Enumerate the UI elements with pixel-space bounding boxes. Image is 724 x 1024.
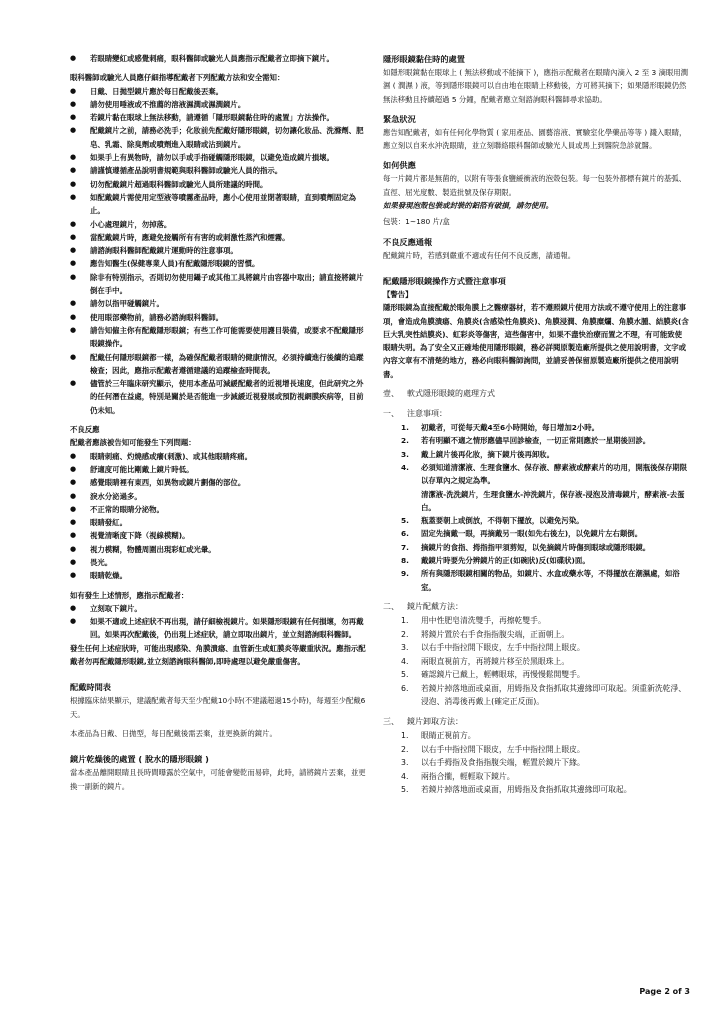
list-number: 8. — [401, 556, 409, 566]
list-text: 眼睛正視前方。 — [421, 731, 476, 741]
list-item: ● 請謹慎遵循產品說明書規範與眼科醫師或驗光人員的指示。 — [70, 164, 368, 177]
page-number: Page 2 of 3 — [639, 987, 690, 996]
list-item: ● 如配戴鏡片需使用定型液等噴霧產品時，應小心使用並閉著眼睛，直到噴劑固定為止。 — [70, 191, 368, 218]
list-item: ● 若鏡片黏在眼球上無法移動，請遵循「隱形眼鏡黏住時的處置」方法操作。 — [70, 111, 368, 124]
list-text: 瓶蓋要朝上或倒放，不得朝下擺放，以避免污染。 — [421, 516, 584, 526]
list-number: 5. — [401, 670, 409, 680]
list-item: ● 切勿配戴鏡片超過眼科醫師或驗光人員所建議的時間。 — [70, 178, 368, 191]
list-item: ● 除非有特別指示，否則切勿使用鑷子或其他工具將鏡片由容器中取出；請直接將鏡片倒在手中。 — [70, 271, 368, 298]
list-item — [383, 421, 689, 434]
list-item: ● 請勿使用唾液或不推薦的溶液濕潤或濕潤鏡片。 — [70, 98, 368, 111]
warning-text: 隱形眼鏡為直接配戴於眼角膜上之醫療器材，若不遵照鏡片使用方法或不遵守使用上的注意事項，會造成角膜潰瘍、角膜炎(含感染性角膜炎)、角膜浸潤、角膜糜爛、角膜水腫、結膜炎(含巨大乳突性結膜炎)、虹彩炎等傷害，這些傷害中，如果不盡快治療而置之不理，有可能致使眼睛失明。為了安全又正確地使用隱形眼鏡，務必詳閱原製造廠所提供之使用說明書，文字或內容文章有不清楚的地方，務必向眼科醫師詢問，並請妥善保留原製造廠所提供之使用說明書。 — [383, 303, 689, 379]
list-item — [383, 668, 689, 682]
list-number: 7. — [401, 542, 409, 552]
supply-paragraph: 每一片鏡片都是無菌的，以附有等張食鹽緩衝液的泡殼包裝。每一包裝外都標有鏡片的基弧、直徑、屈光度數、製造批號及保存期限。 — [383, 174, 687, 197]
warning-paragraph: 發生任何上述症狀時，可能出現感染、角膜潰瘍、血管新生或虹膜炎等嚴重狀況。應指示配戴者勿再配戴隱形眼鏡,並立刻諮詢眼科醫師,即時處理以避免嚴重傷害。 — [70, 643, 366, 667]
list-item: ● 眼睛乾燥。 — [70, 569, 368, 582]
subsection-number: 一、 — [383, 409, 399, 419]
if-occurs-text: 如有發生上述情形，應指示配戴者： — [70, 590, 189, 600]
list-item — [383, 756, 689, 770]
list-item — [383, 434, 689, 447]
list-number: 5. — [401, 516, 409, 526]
list-number: 6. — [401, 529, 409, 539]
list-item — [383, 682, 689, 709]
list-number: 3. — [401, 449, 409, 459]
left-column — [70, 52, 368, 793]
list-item — [383, 514, 689, 527]
list-item: ● 淚水分泌過多。 — [70, 490, 368, 503]
list-item: ● 如果不適或上述症狀不再出現，請仔細檢視鏡片。如果隱形眼鏡有任何損壞，勿再戴回。如果再次配戴後，仍出現上述症狀，請立即取出鏡片，並立刻諮詢眼科醫師。 — [70, 615, 368, 642]
stuck-title: 隱形眼鏡黏住時的處置 — [383, 54, 465, 64]
list-text: 若有明顯不適之情形應儘早回診檢查，一切正常則應於一星期後回診。 — [421, 436, 651, 446]
list-number: 9. — [401, 569, 409, 579]
section-title: 軟式隱形眼鏡的處理方式 — [407, 389, 495, 399]
subsection-title: 注意事項： — [407, 409, 447, 419]
list-item: ● 立刻取下鏡片。 — [70, 602, 368, 615]
right-column — [383, 52, 689, 797]
list-item: ● 眼睛刺痛、灼燒感或癢(刺激)、或其他眼睛疼痛。 — [70, 450, 368, 463]
list-item: ● 請勿以指甲碰觸鏡片。 — [70, 297, 368, 310]
list-item: ● 小心處理鏡片，勿掉落。 — [70, 218, 368, 231]
adverse-intro: 配戴者應該被告知可能發生下列問題： — [70, 438, 196, 448]
supply-warning: 如果發現泡殼包裝或封裝的鋁箔有破損，請勿使用。 — [383, 201, 553, 211]
list-text: 必須知道清潔液、生理食鹽水、保存液、酵素液或酵素片的功用，開瓶後保存期限以存單內之規定為準。 — [421, 462, 688, 486]
list-item — [383, 448, 689, 461]
care-list — [70, 85, 368, 417]
list-item: ● 當配戴鏡片時，應避免接觸所有有害的或刺激性蒸汽和煙霧。 — [70, 231, 368, 244]
list-item: ● 配戴鏡片之前，請務必洗手；化妝前先配戴好隱形眼鏡，切勿讓化妝品、洗滌劑、肥皂、乳霜、除臭劑或噴劑進入眼睛或沾到鏡片。 — [70, 124, 368, 151]
subsection-3-heading — [383, 715, 689, 729]
list-item: ● 如果手上有異物時，請勿以手或手指碰觸隱形眼鏡，以避免造成鏡片損壞。 — [70, 151, 368, 164]
list-item — [383, 628, 689, 642]
list-text: 確認鏡片已戴上，輕轉眼球，再慢慢鬆開雙手。 — [421, 670, 585, 680]
list-item — [383, 641, 689, 655]
list-number: 2. — [401, 436, 409, 446]
list-item — [383, 614, 689, 628]
list-number: 3. — [401, 643, 409, 653]
list-item — [383, 770, 689, 784]
adverse-report-paragraph: 配戴鏡片時，若感到嚴重不適或有任何不良反應，請通報。 — [383, 250, 576, 260]
daily-paragraph: 本產品為日戴、日拋型，每日配戴後需丟棄，並更換新的鏡片。 — [70, 728, 277, 738]
list-item — [383, 655, 689, 669]
list-text: 將鏡片置於右手食指指腹尖端，正面朝上。 — [421, 629, 570, 639]
list-item — [383, 554, 689, 567]
list-text: 初戴者，可從每天戴4至6小時開始，每日增加2小時。 — [421, 423, 600, 433]
operation-title: 配戴隱形眼鏡操作方式暨注意事項 — [383, 275, 506, 286]
list-text: 固定先摘戴一眼，再摘戴另一眼(如先右後左)，以免鏡片左右顛倒。 — [421, 529, 643, 539]
stuck-paragraph: 如隱形眼鏡黏在眼球上 ( 無法移動或不能摘下 )，應指示配戴者在眼睛內滴入 2 至 3 滴眼用潤濕 ( 潤濕 ) 液，等到隱形眼鏡可以自由地在眼睛上移動後，方可將其摘下；如果隱形眼鏡仍然無法移動且持續超過 5 分鐘，配戴者應立刻諮詢眼科醫師尋求協助。 — [383, 68, 689, 104]
subsection-title: 鏡片配戴方法： — [407, 601, 463, 611]
list-text: 以右手中指拉開下眼皮，左手中指拉開上眼皮。 — [421, 643, 585, 653]
list-item: ● 眼睛發紅。 — [70, 516, 368, 529]
list-text: 兩眼直視前方，再將鏡片移至於黑眼珠上。 — [421, 656, 570, 666]
list-item: ● 應告知醫生(保健專業人員)有配戴隱形眼鏡的習慣。 — [70, 257, 368, 270]
list-item — [383, 729, 689, 743]
dried-title: 鏡片乾燥後的處置 ( 脫水的隱形眼鏡 ) — [70, 754, 209, 765]
list-item — [383, 488, 689, 515]
list-number: 4. — [401, 462, 409, 472]
list-text: 所有與隱形眼鏡相關的物品，如鏡片、水盒或藥水等，不得擺放在潮濕處，如浴室。 — [421, 569, 680, 592]
remove-steps-list — [383, 729, 689, 797]
subsection-number: 二、 — [383, 601, 399, 611]
list-item — [383, 567, 689, 594]
dried-paragraph: 當本產品離開眼睛且長時間曝露於空氣中，可能會變乾而易碎，此時，請將鏡片丟棄，並更換一副新的鏡片。 — [70, 768, 366, 791]
list-number: 3. — [401, 758, 409, 768]
list-text: 兩指合攏，輕輕取下鏡片。 — [421, 771, 515, 781]
list-item: ● 配戴任何隱形眼鏡都一樣，為確保配戴者眼睛的健康情況，必須持續進行後續的追蹤檢查；因此，應指示配戴者遵循建議的追蹤檢查時間表。 — [70, 351, 368, 378]
list-number: 5. — [401, 785, 409, 795]
warning-label: 【警告】 — [383, 289, 413, 299]
emergency-paragraph: 應告知配戴者，如有任何化學物質 ( 家用產品、園藝溶液、實驗室化學藥品等等 ) 濺入眼睛，應立刻以自來水沖洗眼睛，並立刻聯絡眼科醫師或驗光人員或馬上到醫院急診就醫。 — [383, 127, 687, 151]
list-text: 用中性肥皂清洗雙手，再擦乾雙手。 — [421, 615, 546, 625]
list-text: 摘鏡片的食指、拇指指甲須剪短，以免摘鏡片時傷到眼球或隱形眼鏡。 — [421, 542, 651, 552]
subsection-title: 鏡片卸取方法： — [407, 717, 463, 727]
list-number: 1. — [401, 423, 409, 433]
list-number: 6. — [401, 683, 409, 693]
list-number: 4. — [401, 656, 409, 666]
adverse-title: 不良反應 — [70, 425, 100, 435]
adverse-report-title: 不良反應通報 — [383, 236, 433, 247]
wear-steps-list — [383, 614, 689, 709]
list-item — [383, 743, 689, 757]
adverse-list — [70, 450, 368, 583]
section-1-heading — [383, 387, 689, 401]
list-item: ● 日戴、日拋型鏡片應於每日配戴後丟棄。 — [70, 85, 368, 98]
list-item: ● 使用眼部藥物前，請務必諮詢眼科醫師。 — [70, 311, 368, 324]
list-item: ● 請告知僱主你有配戴隱形眼鏡；有些工作可能需要使用護目裝備，或要求不配戴隱形眼鏡操作。 — [70, 324, 368, 351]
supply-title: 如何供應 — [383, 160, 416, 171]
list-number: 2. — [401, 629, 409, 639]
list-text: 以右手拇指及食指指腹尖端，輕置於鏡片下緣。 — [421, 758, 585, 768]
list-item: ● 視覺清晰度下降（視線模糊)。 — [70, 529, 368, 542]
list-number: 1. — [401, 615, 409, 625]
list-item: ● 視力模糊，物體周圍出現彩虹或光暈。 — [70, 543, 368, 556]
list-item — [383, 541, 689, 554]
list-item — [383, 527, 689, 540]
list-item: ● 若眼睛變紅或感覺刺痛，眼科醫師或驗光人員應指示配戴者立即摘下鏡片。 — [70, 52, 368, 65]
schedule-title: 配戴時間表 — [70, 682, 111, 693]
care-intro: 眼科醫師或驗光人員應仔細指導配戴者下列配戴方法和安全需知： — [70, 73, 285, 83]
list-number: 1. — [401, 731, 409, 741]
list-text: 若鏡片掉落地面或桌面，用姆指及食指抓取其邊緣即可取起。須重新洗乾淨、浸泡、消毒後再戴上(確定正反面)。 — [421, 683, 687, 707]
if-list — [70, 602, 368, 642]
list-text: 戴鏡片時要先分辨鏡片的正(如碗狀)反(如碟狀)面。 — [421, 556, 590, 566]
section-number: 壹、 — [383, 389, 399, 399]
notes-list — [383, 421, 689, 594]
list-item: ● 不正常的眼睛分泌物。 — [70, 503, 368, 516]
list-item — [383, 461, 689, 488]
subsection-number: 三、 — [383, 717, 399, 727]
list-item: ● 儘管於三年臨床研究顯示，使用本產品可減緩配戴者的近視增長速度，但此研究之外的任何潛在益處，特別是關於是否能進一步減緩近視發展或預防視網膜疾病等，目前仍未知。 — [70, 377, 368, 417]
packaging-text: 包裝：1~180 片/盒 — [383, 217, 450, 227]
list-item: ● 舒適度可能比剛戴上鏡片時低。 — [70, 463, 368, 476]
list-number: 2. — [401, 744, 409, 754]
emergency-title: 緊急狀況 — [383, 113, 416, 124]
schedule-paragraph: 根據臨床結果顯示，建議配戴者每天至少配戴10小時(不建議超過15小時)，每週至少配戴6天。 — [70, 696, 366, 719]
list-item: ● 畏光。 — [70, 556, 368, 569]
list-text: 以右手中指拉開下眼皮，左手中指拉開上眼皮。 — [421, 744, 585, 754]
list-item: ● 請諮詢眼科醫師配戴鏡片運動時的注意事項。 — [70, 244, 368, 257]
list-text: 戴上鏡片後再化妝，摘下鏡片後再卸妝。 — [421, 449, 555, 459]
list-item: ● 感覺眼睛裡有東西，如異物或鏡片劃傷的部位。 — [70, 476, 368, 489]
list-text: 清潔液-洗洗鏡片，生理食鹽水-沖洗鏡片，保存液-浸泡及清毒鏡片，酵素液-去蛋白。 — [421, 489, 685, 512]
list-item — [383, 783, 689, 797]
list-text: 若鏡片掉落地面或桌面，用姆指及食指抓取其邊緣即可取起。 — [421, 785, 632, 795]
list-number: 4. — [401, 771, 409, 781]
subsection-2-heading — [383, 600, 689, 614]
subsection-1-heading — [383, 407, 689, 421]
